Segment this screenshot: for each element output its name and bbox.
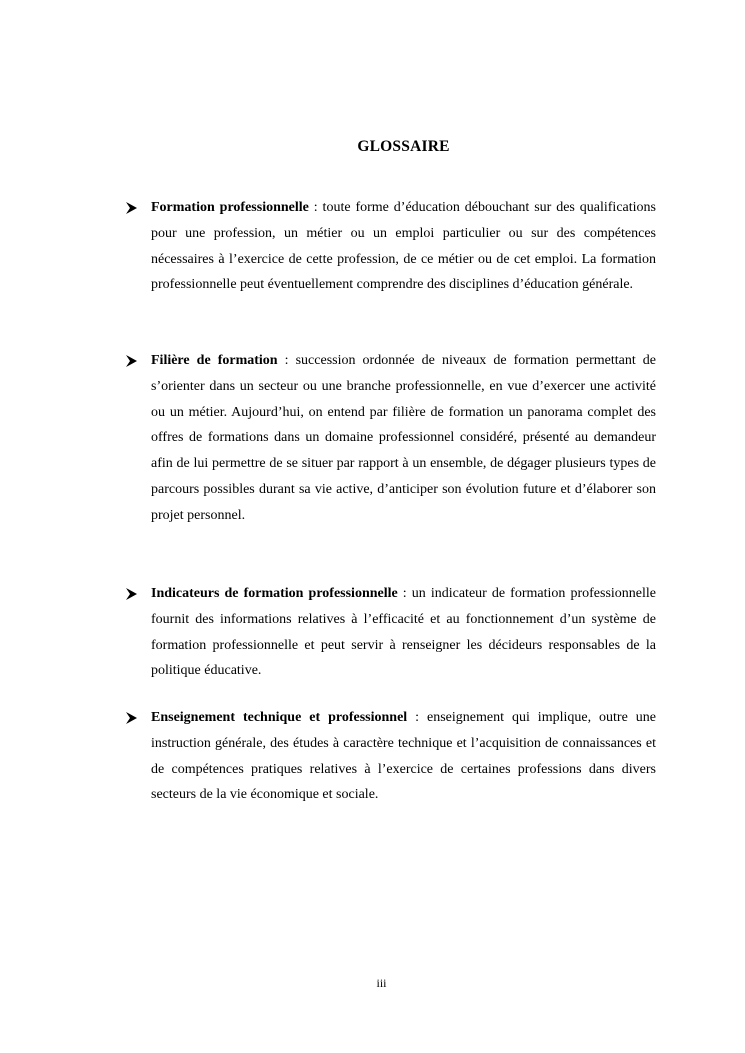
arrowhead-bullet-icon [124,581,138,607]
glossary-definition: : toute forme d’éducation débouchant sur des qualifications pour une profession, un métier ou un emploi particulier ou sur des compétences nécessaires à l’exercice de cette profession, de ce métier ou de cet emploi. La formation professionnelle peut éventuellement comprendre des disciplines d’éducation générale. [151,200,656,293]
page-title: GLOSSAIRE [357,138,450,155]
glossary-definition: : un indicateur de formation professionnelle fournit des informations relatives à l’efficacité et au fonctionnement d’un système de formation professionnelle et peut servir à renseigner les décideurs responsables de la politique éducative. [151,586,656,679]
glossary-entry-text [151,581,656,684]
glossary-entry [124,195,656,298]
arrowhead-bullet-icon [124,705,138,731]
glossary-term: Formation professionnelle [151,200,309,215]
glossary-entry-text [151,705,656,808]
glossary-entry-text [151,348,656,529]
glossary-entry [124,705,656,808]
glossary-entry [124,581,656,684]
glossary-entry [124,348,656,529]
glossary-definition: : succession ordonnée de niveaux de formation permettant de s’orienter dans un secteur ou une branche professionnelle, en vue d’exercer une activité ou un métier. Aujourd’hui, on entend par filière de formation un panorama complet des offres de formations dans un domaine professionnel considéré, présenté au demandeur afin de lui permettre de se situer par rapport à un ensemble, de dégager plusieurs types de parcours possibles durant sa vie active, d’anticiper son évolution future et d’élaborer son projet personnel. [151,353,656,523]
glossary-definition: : enseignement qui implique, outre une instruction générale, des études à caractère technique et l’acquisition de connaissances et de compétences pratiques relatives à l’exercice de certaines professions dans divers secteurs de la vie économique et sociale. [151,710,656,803]
glossary-entry-text [151,195,656,298]
page-number: iii [376,976,387,990]
arrowhead-bullet-icon [124,348,138,374]
arrowhead-bullet-icon [124,195,138,221]
glossary-term: Enseignement technique et professionnel [151,710,408,725]
glossary-term: Filière de formation [151,353,278,368]
glossary-term: Indicateurs de formation professionnelle [151,586,398,601]
